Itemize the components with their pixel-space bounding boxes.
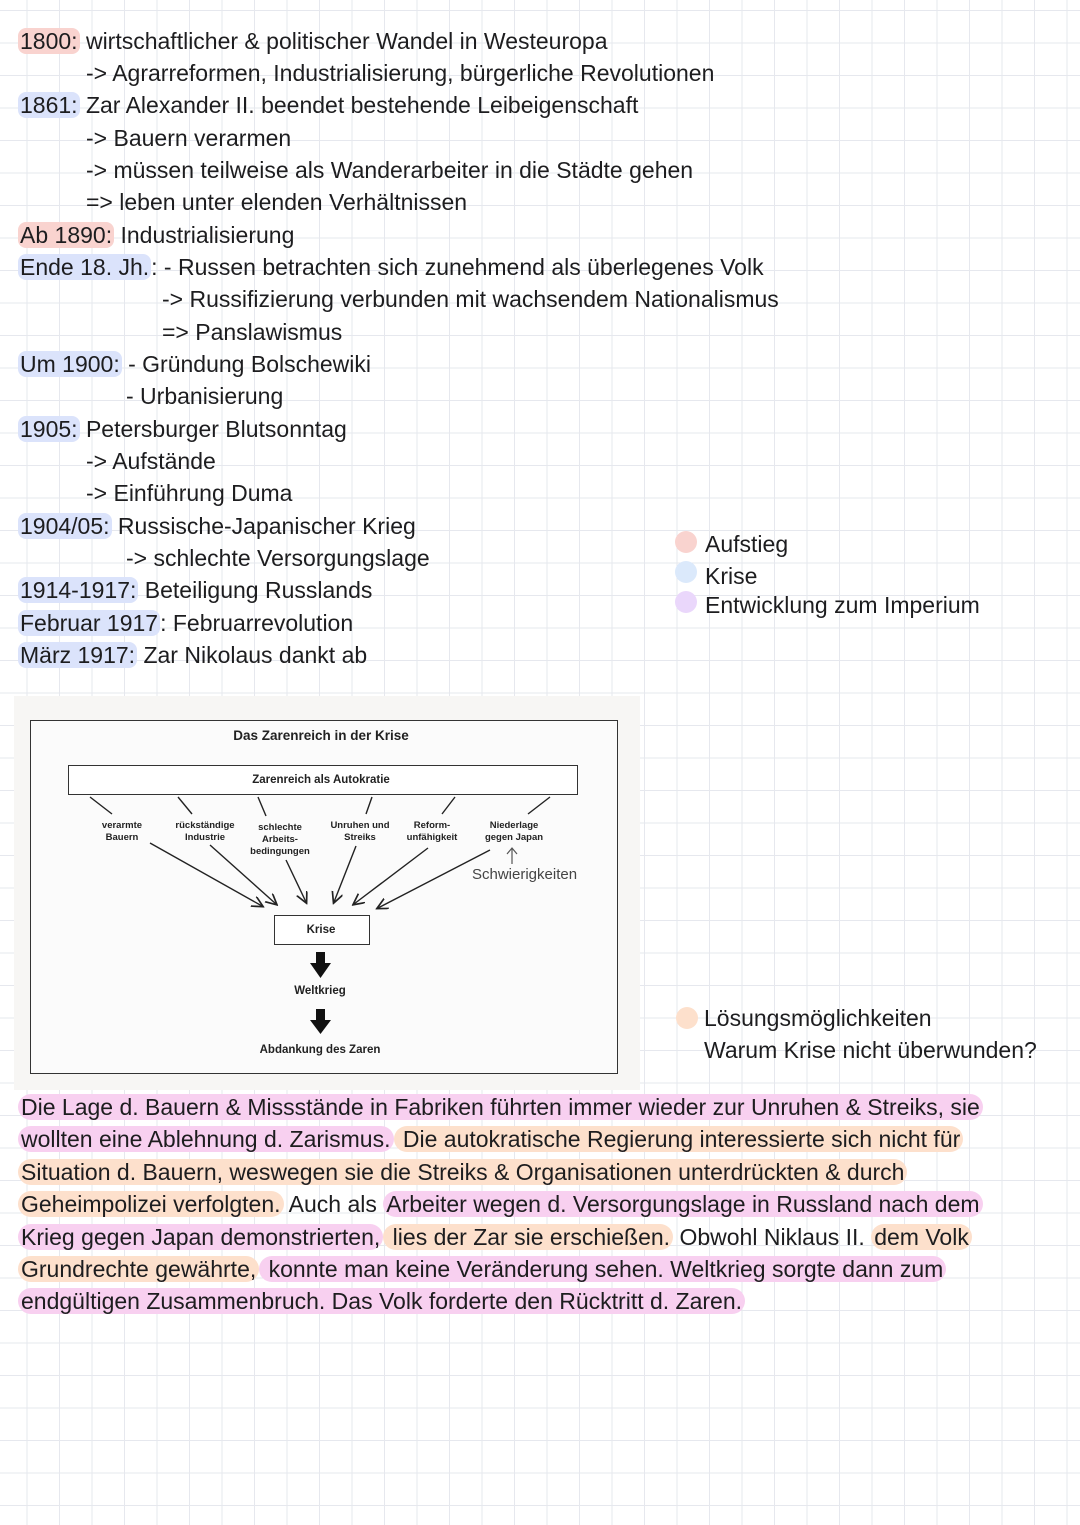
paragraph-segment: Die Lage d. Bauern & Missstände in Fabriken führten immer wieder zur Unruhen & Streiks, sie [18,1094,983,1120]
timeline-text: -> Einführung Duma [86,480,293,506]
paragraph-segment: Arbeiter wegen d. Versorgungslage in Russland nach dem [383,1191,982,1217]
timeline-date: Ab 1890: [20,222,113,248]
timeline-text: Petersburger Blutsonntag [79,416,347,442]
timeline-line [162,317,342,347]
paragraph-segment: Geheimpolizei verfolgten. [18,1191,284,1217]
timeline-date: Ende 18. Jh. [20,254,150,280]
timeline-line [126,381,283,411]
timeline-text: -> müssen teilweise als Wanderarbeiter in die Städte gehen [86,157,694,183]
timeline-date: März 1917: [20,642,136,668]
paragraph-segment: lies der Zar sie erschießen. [383,1224,673,1250]
timeline-text: wirtschaftlicher & politischer Wandel in Westeuropa [79,28,608,54]
legend-question: Warum Krise nicht überwunden? [704,1037,1037,1063]
timeline-line [86,58,714,88]
paragraph-line [18,1157,907,1187]
timeline-text: => leben unter elenden Verhältnissen [86,189,468,215]
legend-dot-imperium [675,591,697,613]
legend-dot-aufstieg [675,531,697,553]
paragraph-line [18,1092,983,1122]
timeline-text: -> Russifizierung verbunden mit wachsendem Nationalismus [162,286,779,312]
krise-label: Krise [306,924,336,936]
timeline-line [18,90,638,120]
handwritten-note-schwierigkeiten: Schwierigkeiten [472,866,578,883]
timeline-line [162,284,779,314]
timeline-date: 1861: [20,92,78,118]
autokratie-label: Zarenreich als Autokratie [252,774,390,786]
timeline-line [18,608,353,638]
timeline-text: - Urbanisierung [126,383,284,409]
paragraph-segment: Obwohl Niklaus II. [673,1223,872,1250]
timeline-line [86,446,216,476]
timeline-line [86,187,467,217]
paragraph-segment: konnte man keine Veränderung sehen. Weltkrieg sorgte dann zum [259,1256,946,1282]
timeline-text: : Februarrevolution [160,610,354,636]
legend-label-aufstieg: Aufstieg [705,531,789,557]
timeline-text: Zar Alexander II. beendet bestehende Leibeigenschaft [79,92,639,118]
paragraph-segment: Auch als [283,1191,384,1218]
paragraph-segment: dem Volk [871,1224,972,1250]
paragraph-segment: wollten eine Ablehnung d. Zarismus. [18,1126,394,1152]
paragraph-line [18,1124,963,1154]
paragraph-segment: Grundrechte gewährte, [18,1256,259,1282]
cause-unruhen-streiks: Unruhen und Streiks [330,820,390,843]
timeline-text: -> schlechte Versorgungslage [126,545,430,571]
paragraph-line [18,1222,972,1252]
diagram-title: Das Zarenreich in der Krise [233,728,409,743]
paragraph-line [18,1189,983,1219]
cause-reformunfaehigkeit: Reform- unfähigkeit [406,820,458,843]
legend-label-loesung: Lösungsmöglichkeiten [704,1005,932,1031]
abdankung-label: Abdankung des Zaren [259,1044,381,1056]
timeline-text: Industrialisierung [114,222,295,248]
timeline-date: Februar 1917 [20,610,159,636]
weltkrieg-label: Weltkrieg [294,985,346,997]
timeline-text: : - Russen betrachten sich zunehmend als überlegenes Volk [151,254,764,280]
cause-verarmte-bauern: verarmte Bauern [101,820,143,843]
timeline-date: Um 1900: [20,351,120,377]
cause-rueckstaendige-industrie: rückständige Industrie [175,820,235,843]
legend-dot-loesung [676,1007,698,1029]
timeline-line [18,414,347,444]
timeline-date: 1905: [20,416,78,442]
paragraph-line [18,1286,745,1316]
paragraph-segment: Krieg gegen Japan demonstrierten, [18,1224,383,1250]
cause-niederlage-japan: Niederlage gegen Japan [484,820,544,843]
timeline-date: 1904/05: [20,513,110,539]
timeline-text: -> Bauern verarmen [86,125,292,151]
timeline-text: -> Aufstände [86,448,216,474]
timeline-text: Zar Nikolaus dankt ab [137,642,368,668]
timeline-text: Russische-Japanischer Krieg [111,513,416,539]
paragraph-segment: Die autokratische Regierung interessierte sich nicht für [394,1126,964,1152]
paragraph-line [18,1254,946,1284]
paragraph-segment: Situation d. Bauern, weswegen sie die Streiks & Organisationen unterdrückten & durch [18,1159,907,1185]
timeline-text: Beteiligung Russlands [138,577,373,603]
timeline-line [126,543,430,573]
timeline-line [86,478,292,508]
timeline-date: 1800: [20,28,78,54]
timeline-line [18,349,371,379]
timeline-text: => Panslawismus [162,319,343,345]
legend-label-krise: Krise [705,563,758,589]
cause-schlechte-arbeitsbedingungen: schlechte Arbeits- bedingungen [250,822,310,857]
paragraph-segment: endgültigen Zusammenbruch. Das Volk forderte den Rücktritt d. Zaren. [18,1288,745,1314]
timeline-line [18,511,416,541]
legend-dot-krise [675,561,697,583]
timeline-line [18,252,764,282]
timeline-line [18,640,367,670]
timeline-line [86,155,693,185]
timeline-line [18,26,608,56]
timeline-line [86,123,291,153]
timeline-text: - Gründung Bolschewiki [121,351,372,377]
timeline-line [18,220,294,250]
legend-label-imperium: Entwicklung zum Imperium [705,592,980,618]
timeline-date: 1914-1917: [20,577,137,603]
timeline-line [18,575,372,605]
timeline-text: -> Agrarreformen, Industrialisierung, bürgerliche Revolutionen [86,60,715,86]
